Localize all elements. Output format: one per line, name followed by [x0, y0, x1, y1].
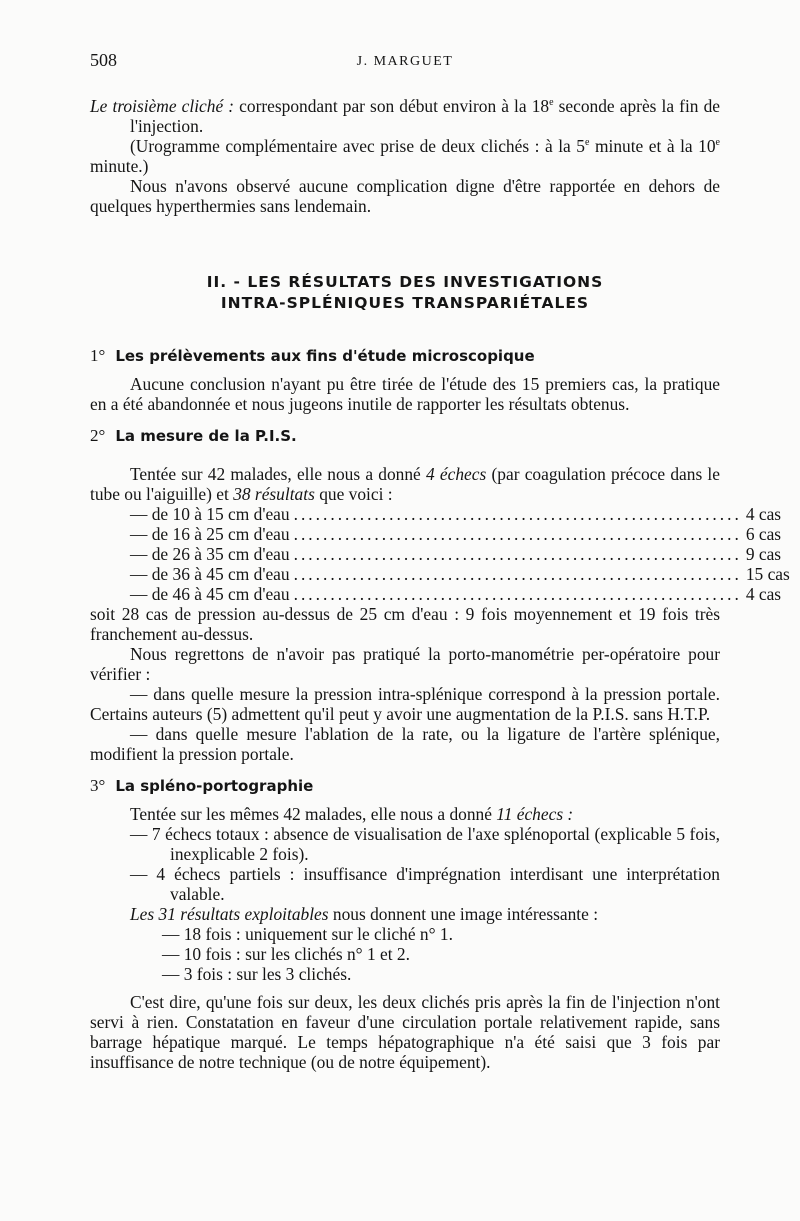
- pressure-table: [90, 504, 790, 604]
- subsection-heading-2: 2° La mesure de la P.I.S.: [90, 426, 297, 445]
- subsection-heading-1: 1° Les prélèvements aux fins d'étude microscopique: [90, 346, 535, 365]
- third-cliche-paragraph: Le troisième cliché : correspondant par son début environ à la 18e seconde après la fin de l'injection.: [90, 96, 720, 136]
- pressure-row: — de 36 à 45 cm d'eau ............................................................. 15 cas: [130, 564, 790, 584]
- pis-intro-paragraph: Tentée sur 42 malades, elle nous a donné 4 échecs (par coagulation précoce dans le tube ou l'aiguille) et 38 résultats que voici :: [90, 464, 720, 504]
- conclusion-paragraph: C'est dire, qu'une fois sur deux, les deux clichés pris après la fin de l'injection n'ont servi à rien. Constatation en faveur d'une circulation portale relativement rapide, sans barrage hépatique marqué. Le temps hépatographique n'a été saisi que 3 fois par insuffisance de notre technique (ou de notre équipement).: [90, 992, 720, 1072]
- results-intro-paragraph: Les 31 résultats exploitables nous donnent une image intéressante :: [130, 904, 599, 924]
- page: [90, 50, 790, 1072]
- running-head-author: J. MARGUET: [356, 54, 454, 69]
- page-header: [90, 50, 720, 74]
- point-1-paragraph: — dans quelle mesure la pression intra-splénique correspond à la pression portale. Certains auteurs (5) admettent qu'il peut y avoir une augmentation de la P.I.S. sans H.T.P.: [90, 684, 720, 724]
- result-item: — 10 fois : sur les clichés n° 1 et 2.: [162, 944, 410, 964]
- urogram-paragraph: (Urogramme complémentaire avec prise de deux clichés : à la 5e minute et à la 10e minute.): [90, 136, 720, 176]
- third-cliche-label: Le troisième cliché :: [90, 96, 235, 116]
- failure-item-total: — 7 échecs totaux : absence de visualisation de l'axe splénoportal (explicable 5 fois, inexplicable 2 fois).: [130, 824, 720, 864]
- section-title: II. - LES RÉSULTATS DES INVESTIGATIONS INTRA-SPLÉNIQUES TRANSPARIÉTALES: [206, 273, 604, 312]
- subsection-heading-3: 3° La spléno-portographie: [90, 776, 314, 795]
- pressure-row: — de 46 à 45 cm d'eau ............................................................. 4 cas: [130, 584, 782, 604]
- results-list: [90, 924, 720, 984]
- pressure-row: — de 16 à 25 cm d'eau ............................................................. 6 cas: [130, 524, 782, 544]
- pressure-row: — de 10 à 15 cm d'eau ............................................................. 4 cas: [130, 504, 782, 524]
- pressure-summary: soit 28 cas de pression au-dessus de 25 cm d'eau : 9 fois moyennement et 19 fois très franchement au-dessus.: [90, 604, 720, 644]
- spleno-intro-paragraph: Tentée sur les mêmes 42 malades, elle nous a donné 11 échecs :: [130, 804, 574, 824]
- result-item: — 3 fois : sur les 3 clichés.: [162, 964, 352, 984]
- result-item: — 18 fois : uniquement sur le cliché n° 1.: [162, 924, 453, 944]
- microscopy-paragraph: Aucune conclusion n'ayant pu être tirée de l'étude des 15 premiers cas, la pratique en a été abandonnée et nous jugeons inutile de rapporter les résultats obtenus.: [90, 374, 720, 414]
- pressure-row: — de 26 à 35 cm d'eau ............................................................. 9 cas: [130, 544, 782, 564]
- regret-paragraph: Nous regrettons de n'avoir pas pratiqué la porto-manométrie per-opératoire pour vérifier :: [90, 644, 720, 684]
- page-number: 508: [90, 50, 117, 70]
- point-2-paragraph: — dans quelle mesure l'ablation de la rate, ou la ligature de l'artère splénique, modifient la pression portale.: [90, 724, 720, 764]
- complication-paragraph: Nous n'avons observé aucune complication digne d'être rapportée en dehors de quelques hyperthermies sans lendemain.: [90, 176, 720, 216]
- failure-item-partial: — 4 échecs partiels : insuffisance d'imprégnation interdisant une interprétation valable.: [130, 864, 720, 904]
